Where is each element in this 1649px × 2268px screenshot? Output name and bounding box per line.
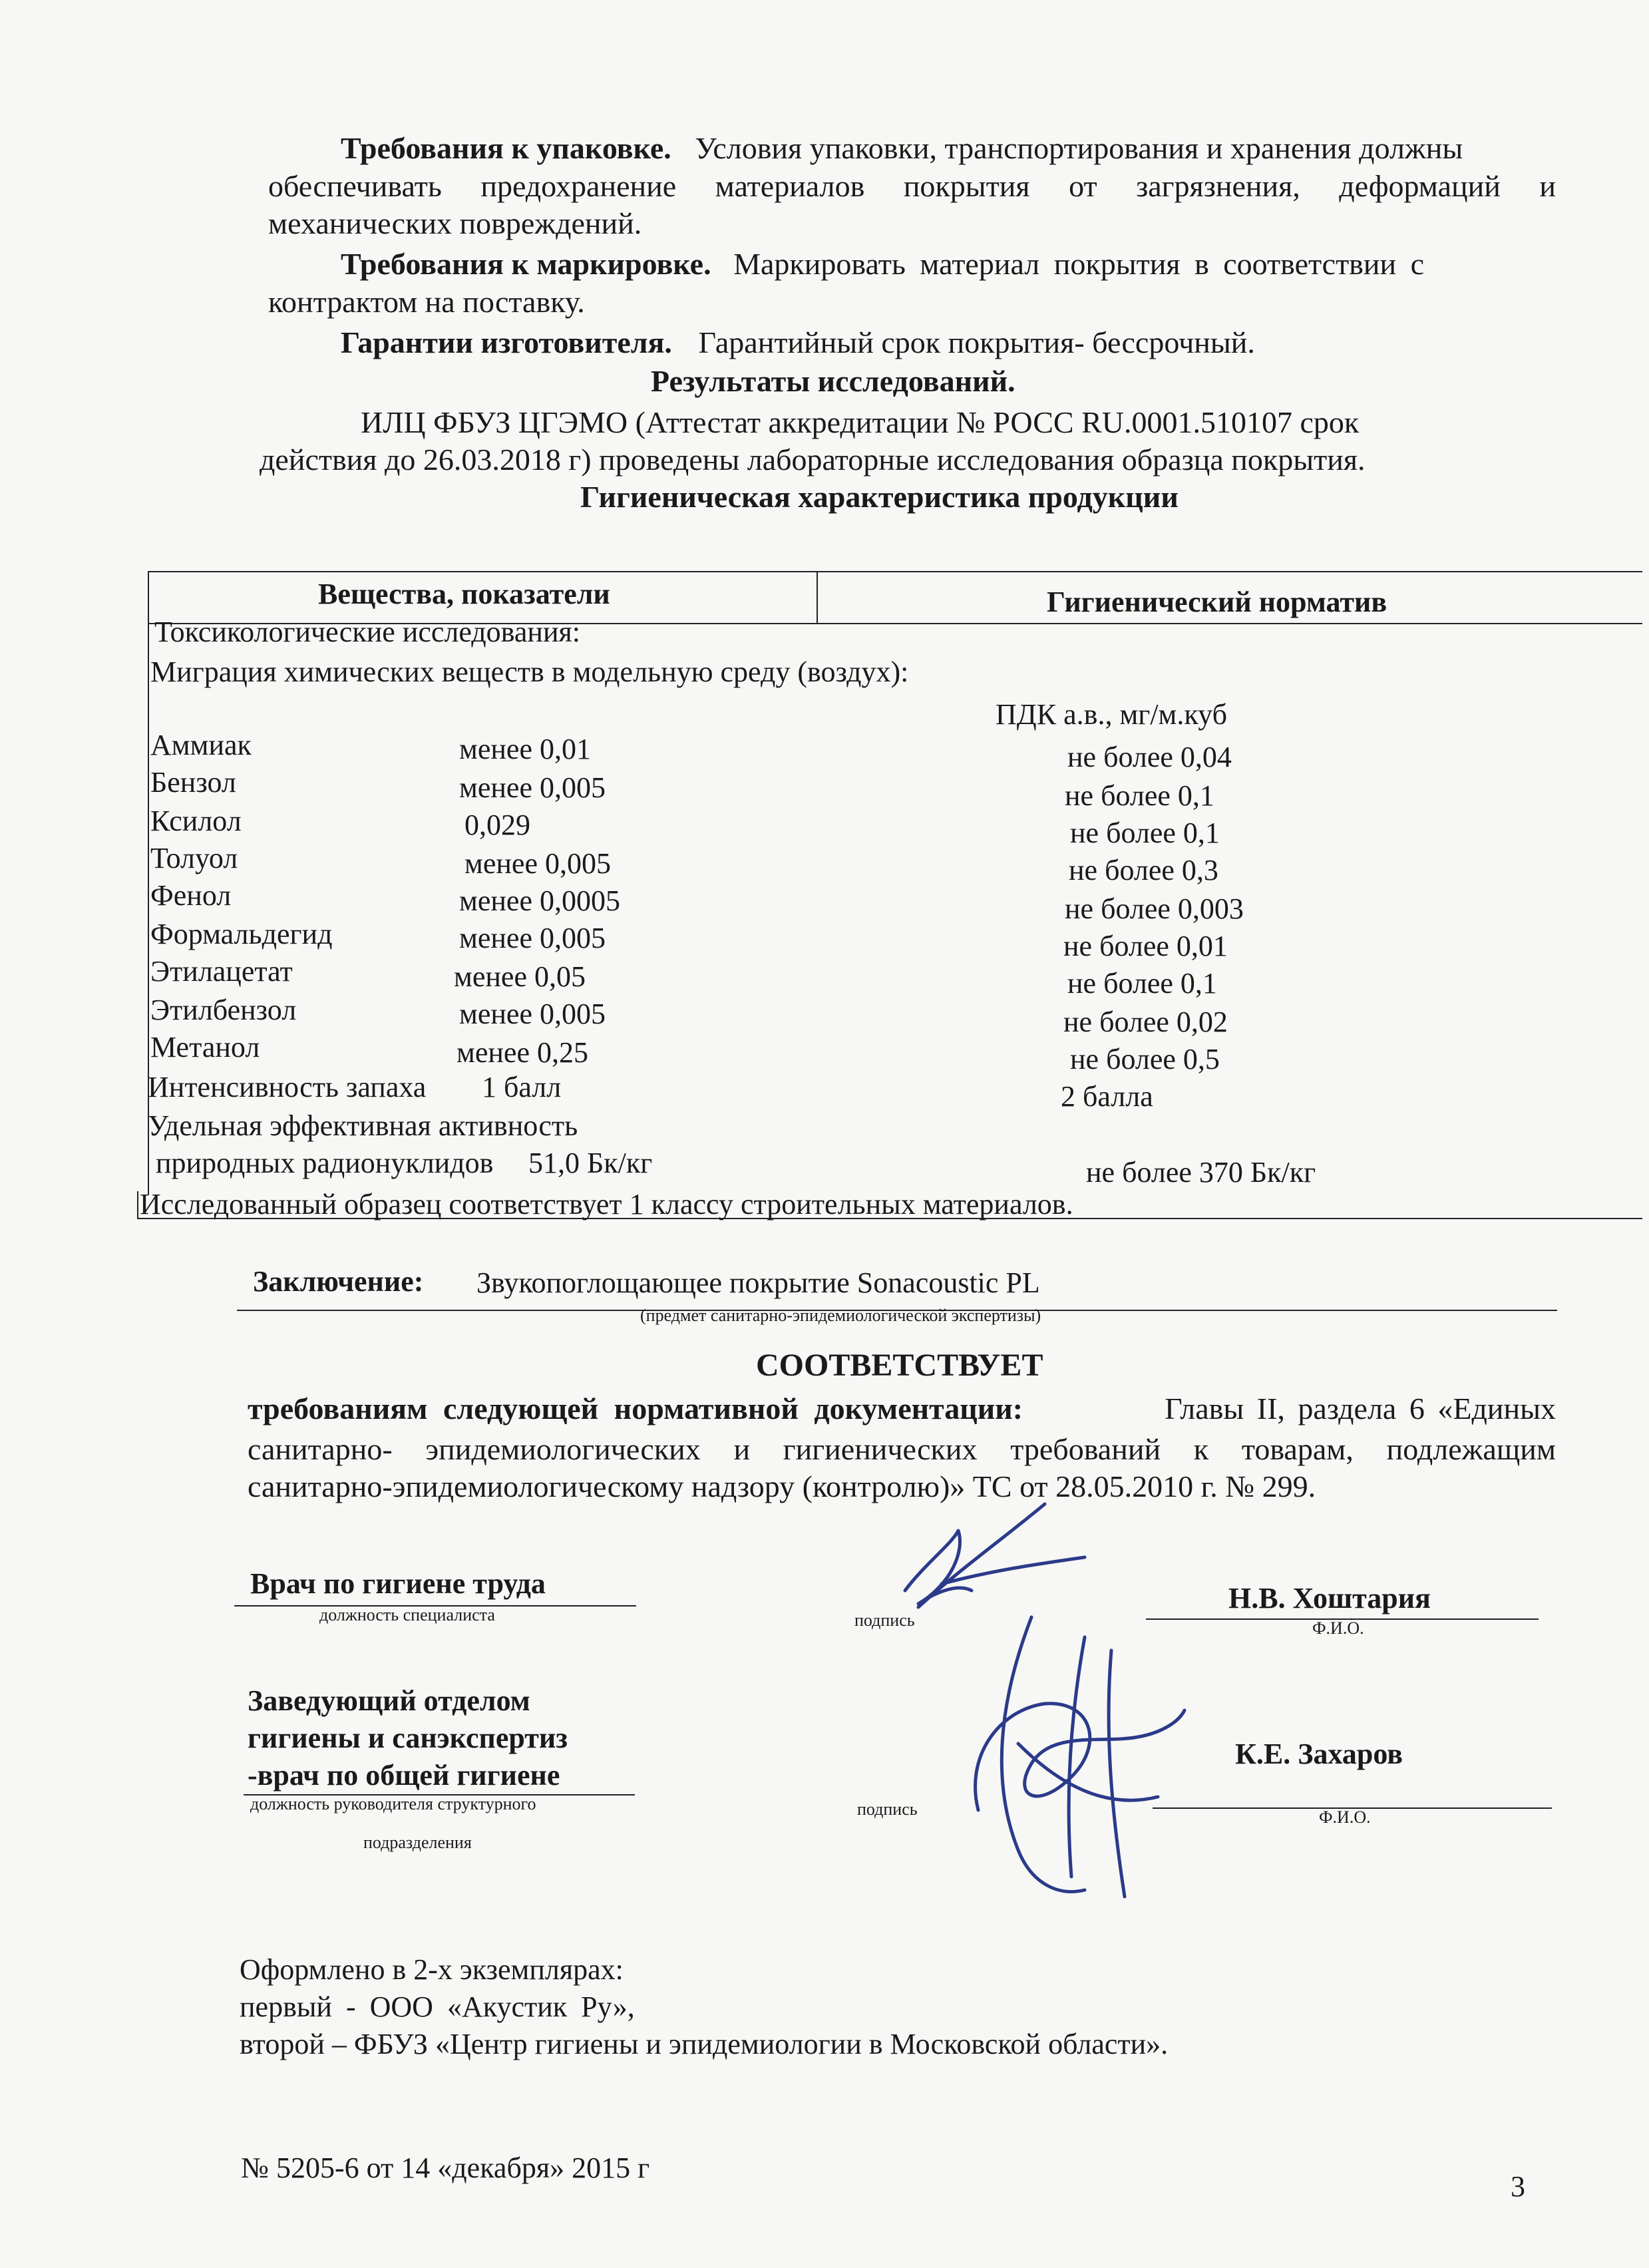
warranty-line (341, 325, 1255, 360)
table-odor-norm: 2 балла (1061, 1080, 1153, 1113)
table-row-norm: не более 0,1 (1070, 817, 1220, 849)
table-row-value: менее 0,005 (459, 771, 606, 804)
conclusion-caption: (предмет санитарно-эпидемиологической экспертизы) (640, 1306, 1041, 1325)
signer1-name-caption: Ф.И.О. (1312, 1618, 1364, 1638)
marking-line-1 (341, 246, 1424, 282)
signer1-sign-caption: подпись (854, 1610, 915, 1630)
table-row-name: Метанол (150, 1031, 260, 1063)
marking-text-1: Маркировать материал покрытия в соответствии с (733, 247, 1425, 281)
signer2-name: К.Е. Захаров (1235, 1738, 1403, 1770)
table-section-toxicology: Токсикологические исследования: (154, 616, 580, 648)
packaging-text-3: механических повреждений. (268, 206, 642, 240)
table-row-norm: не более 0,04 (1067, 741, 1232, 773)
table-unit-header: ПДК а.в., мг/м.куб (996, 698, 1227, 731)
requirements-text-3: санитарно-эпидемиологическому надзору (контролю)» ТС от 28.05.2010 г. № 299. (248, 1469, 1316, 1503)
table-row-name: Формальдегид (150, 918, 333, 950)
marking-text-2: контрактом на поставку. (268, 285, 585, 319)
table-col2-header: Гигиенический норматив (1047, 586, 1387, 618)
requirements-text-2: санитарно- эпидемиологических и гигиенических требований к товарам, подлежащим (248, 1432, 1556, 1466)
warranty-heading: Гарантии изготовителя. (341, 325, 672, 359)
signer2-position-caption-2: подразделения (363, 1833, 472, 1852)
table-row-name: Бензол (150, 766, 236, 799)
signature-2-image (938, 1610, 1191, 1903)
signer2-position-caption-1: должность руководителя структурного (250, 1794, 536, 1813)
table-row-value: менее 0,05 (454, 960, 586, 993)
signer2-position-3: -врач по общей гигиене (248, 1759, 560, 1792)
table-row-name: Фенол (150, 879, 232, 912)
document-number: № 5205-6 от 14 «декабря» 2015 г (241, 2152, 650, 2184)
table-odor-value: 1 балл (482, 1071, 562, 1103)
table-row-value: менее 0,01 (459, 733, 591, 765)
table-odor-name: Интенсивность запаха (148, 1071, 427, 1103)
results-line-2: действия до 26.03.2018 г) проведены лабораторные исследования образца покрытия. (260, 443, 1366, 476)
table-row-value: 0,029 (464, 809, 530, 841)
table-radio-value: 51,0 Бк/кг (528, 1147, 653, 1179)
table-row-norm: не более 0,5 (1070, 1043, 1220, 1075)
requirements-text-1: Главы II, раздела 6 «Единых (1165, 1392, 1556, 1425)
conclusion-label: Заключение: (253, 1265, 424, 1298)
table-radio-norm: не более 370 Бк/кг (1086, 1156, 1316, 1189)
page-number: 3 (1511, 2170, 1525, 2203)
table-row-name: Ксилол (150, 805, 242, 837)
signer1-name: Н.В. Хоштария (1228, 1582, 1431, 1614)
table-row-name: Аммиак (150, 729, 252, 761)
packaging-text-1: Условия упаковки, транспортирования и хранения должны (695, 131, 1463, 165)
warranty-text: Гарантийный срок покрытия- бессрочный. (698, 325, 1255, 359)
results-heading: Результаты исследований. (651, 364, 1015, 398)
table-row-name: Этилацетат (150, 955, 293, 988)
table-row-norm: не более 0,02 (1063, 1006, 1228, 1038)
results-line-1: ИЛЦ ФБУЗ ЦГЭМО (Аттестат аккредитации № РОСС RU.0001.510107 срок (361, 405, 1360, 439)
packaging-text-2: обеспечивать предохранение материалов покрытия от загрязнения, деформаций и (268, 169, 1556, 203)
table-row-value: менее 0,005 (459, 922, 606, 954)
signer2-sign-caption: подпись (857, 1799, 918, 1819)
table-row-value: менее 0,005 (464, 847, 611, 880)
table-row-value: менее 0,25 (457, 1036, 588, 1069)
table-radio-name-1: Удельная эффективная активность (148, 1109, 578, 1142)
table-top-border (148, 571, 1642, 572)
table-row-norm: не более 0,3 (1069, 854, 1218, 886)
signer2-position-2: гигиены и санэкспертиз (248, 1722, 568, 1754)
table-section-migration: Миграция химических веществ в модельную среду (воздух): (150, 656, 909, 688)
signature-1-image (878, 1491, 1091, 1624)
conclusion-subject: Звукопоглощающее покрытие Sonacoustic PL (476, 1266, 1040, 1299)
requirements-line-1 (248, 1391, 1556, 1426)
signer2-name-caption: Ф.И.О. (1319, 1807, 1371, 1827)
copies-line-2: первый - ООО «Акустик Ру», (240, 1990, 635, 2023)
table-left-border-lower (137, 1191, 138, 1219)
table-row-norm: не более 0,003 (1065, 892, 1244, 925)
signer2-position-1: Заведующий отделом (248, 1684, 530, 1717)
table-footer-note: Исследованный образец соответствует 1 классу строительных материалов. (140, 1188, 1073, 1221)
signer1-position-caption: должность специалиста (319, 1605, 495, 1624)
conclusion-verdict: СООТВЕТСТВУЕТ (756, 1348, 1043, 1383)
table-column-divider (817, 571, 818, 624)
copies-line-3: второй – ФБУЗ «Центр гигиены и эпидемиологии в Московской области». (240, 2028, 1169, 2060)
table-row-norm: не более 0,01 (1063, 930, 1228, 962)
packaging-line-1 (341, 130, 1558, 166)
copies-line-1: Оформлено в 2-х экземплярах: (240, 1953, 624, 1986)
table-row-value: менее 0,005 (459, 998, 606, 1030)
signer1-position: Врач по гигиене труда (250, 1567, 546, 1600)
table-row-norm: не более 0,1 (1067, 967, 1217, 1000)
table-col1-header: Вещества, показатели (318, 578, 610, 610)
packaging-heading: Требования к упаковке. (341, 131, 671, 165)
table-title: Гигиеническая характеристика продукции (580, 480, 1179, 514)
table-radio-name-2: природных радионуклидов (156, 1147, 494, 1179)
table-row-value: менее 0,0005 (459, 884, 620, 917)
requirements-bold: требованиям следующей нормативной документации: (248, 1392, 1023, 1425)
marking-heading: Требования к маркировке. (341, 247, 711, 281)
table-row-name: Толуол (150, 842, 238, 874)
table-row-norm: не более 0,1 (1065, 779, 1214, 812)
table-row-name: Этилбензол (150, 994, 297, 1026)
